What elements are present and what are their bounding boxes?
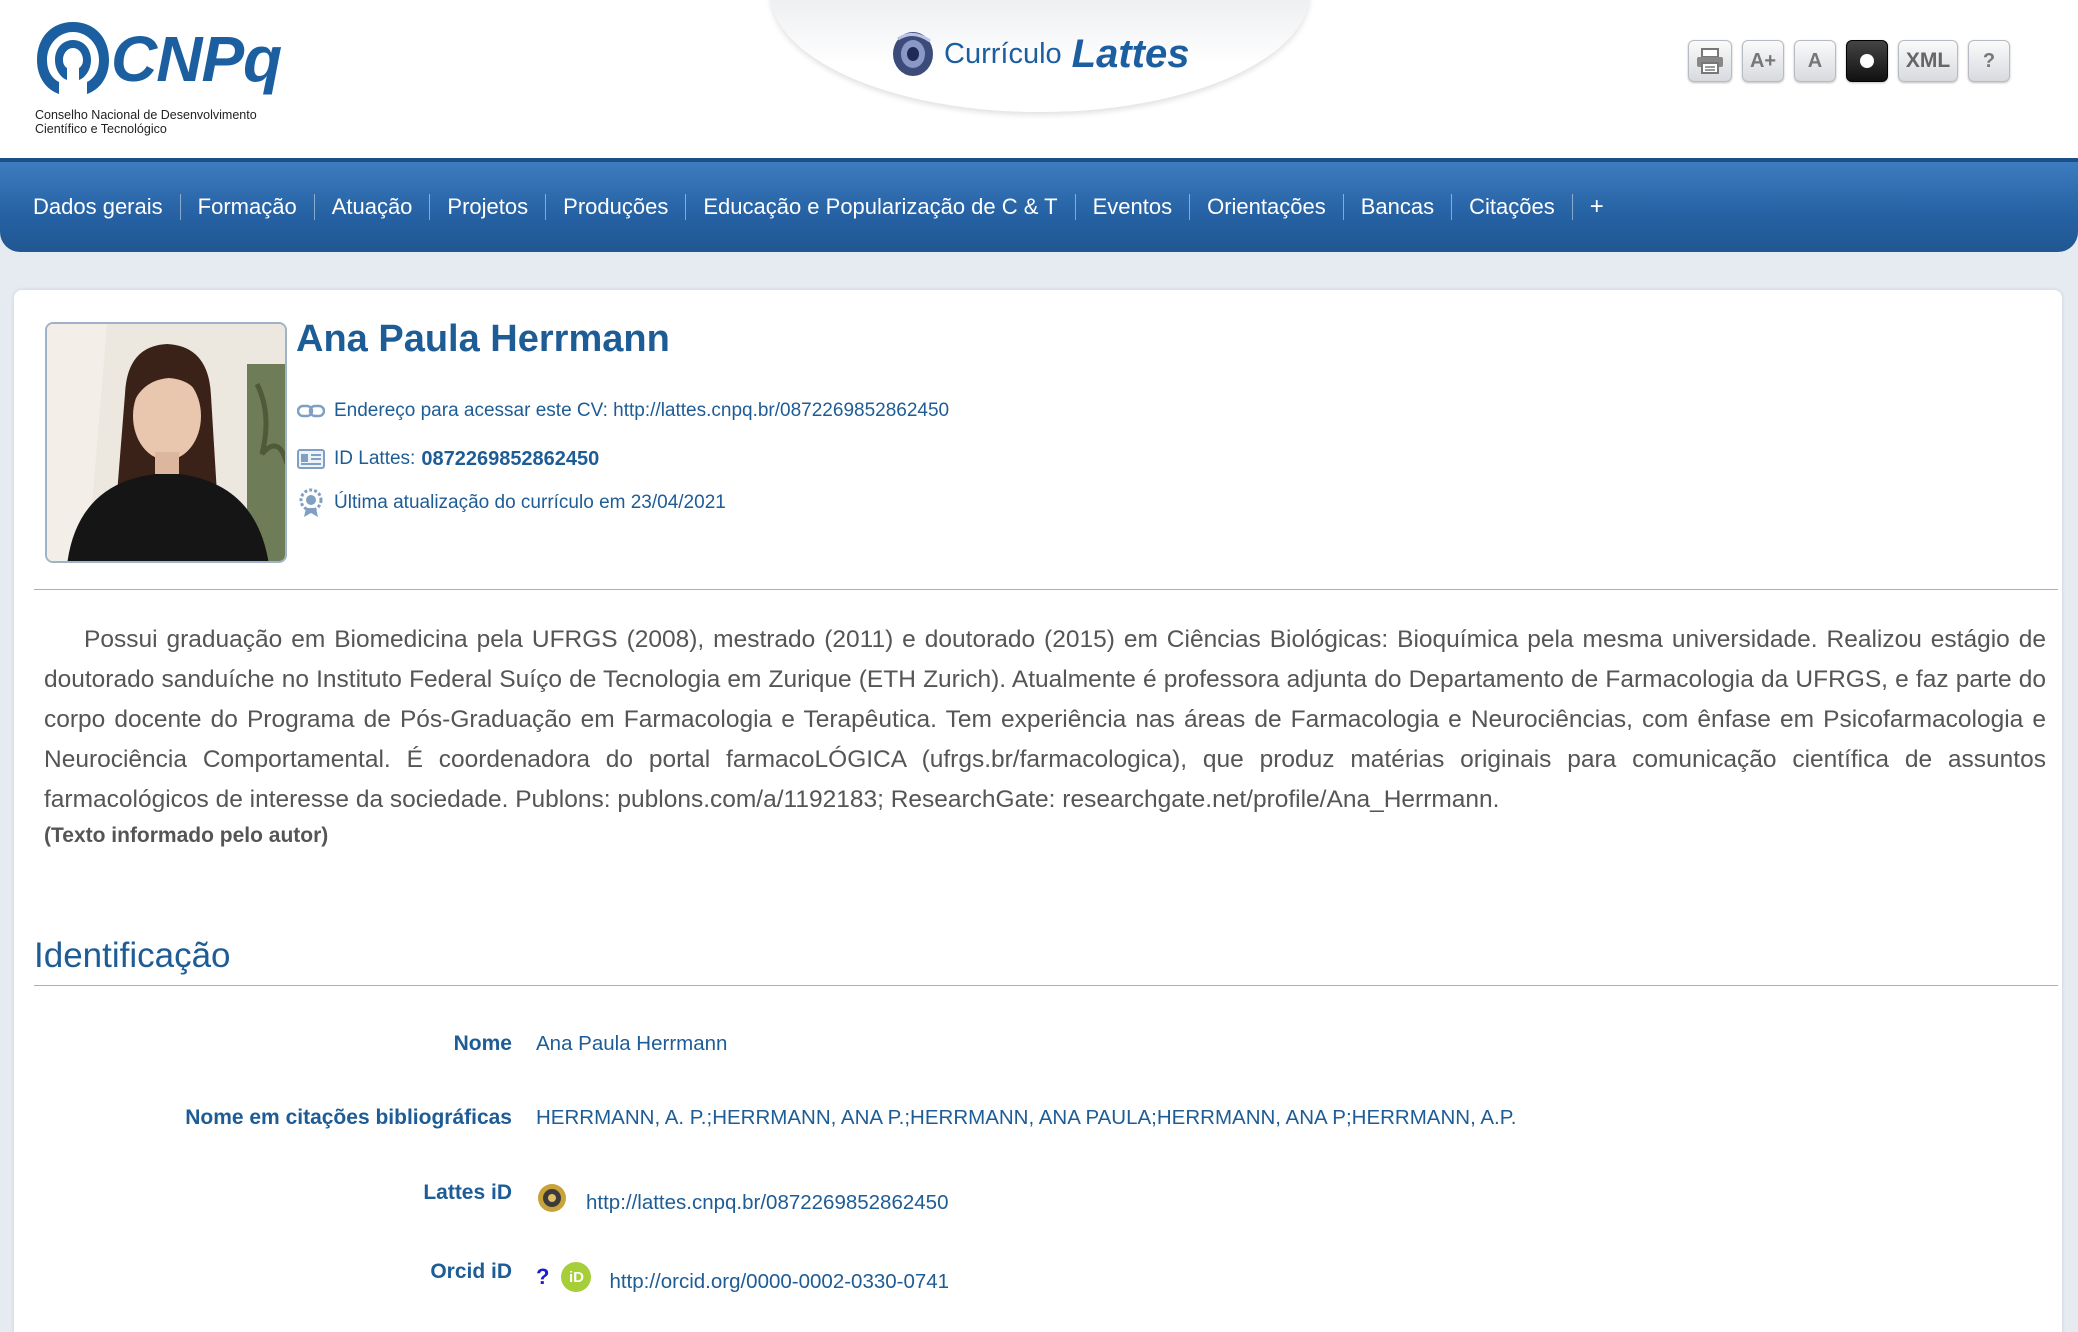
- id-lattes-value: 0872269852862450: [421, 447, 600, 470]
- id-lattes-line: [296, 446, 599, 472]
- toolbar: [1688, 40, 2010, 82]
- lattes-word: Lattes: [1071, 31, 1190, 76]
- section-title-identificacao: Identificação: [34, 936, 231, 975]
- nav-item-eventos[interactable]: Eventos: [1076, 194, 1191, 220]
- nav-item-projetos[interactable]: Projetos: [430, 194, 546, 220]
- curriculo-lattes-brand[interactable]: [890, 24, 1189, 84]
- nav-item-bancas[interactable]: Bancas: [1344, 194, 1452, 220]
- lattes-logo-icon: [890, 29, 936, 79]
- last-update-line: [296, 490, 726, 516]
- cnpq-emblem-icon: [33, 18, 113, 98]
- help-button[interactable]: ?: [1968, 40, 2010, 82]
- cv-address-line: [296, 398, 949, 424]
- contrast-button[interactable]: [1846, 40, 1888, 82]
- identificacao-row-lattes-id: [14, 1175, 2062, 1215]
- cnpq-subtitle-line1: Conselho Nacional de Desenvolvimento: [35, 108, 257, 122]
- print-button[interactable]: [1688, 40, 1732, 82]
- profile-photo-image: [47, 324, 287, 563]
- main-navigation: [0, 158, 2078, 252]
- cnpq-wordmark: CNPq: [111, 23, 282, 95]
- page-header: [0, 0, 2078, 158]
- nome-value: Ana Paula Herrmann: [536, 1032, 728, 1055]
- lattes-id-link[interactable]: http://lattes.cnpq.br/0872269852862450: [586, 1191, 949, 1214]
- id-card-icon: [296, 446, 326, 472]
- lattes-id-value-wrap: [536, 1181, 948, 1215]
- nav-item-formacao[interactable]: Formação: [181, 194, 315, 220]
- curriculum-panel: [14, 290, 2062, 1332]
- citacoes-label: Nome em citações bibliográficas: [185, 1106, 512, 1129]
- orcid-icon: iD: [561, 1262, 591, 1292]
- section-divider: [34, 985, 2058, 986]
- lattes-id-icon: [536, 1182, 568, 1214]
- citacoes-value: HERRMANN, A. P.;HERRMANN, ANA P.;HERRMANN, ANA PAULA;HERRMANN, ANA P;HERRMANN, A.P.: [536, 1106, 1517, 1129]
- curriculo-word: Currículo: [944, 37, 1062, 70]
- decrease-font-button[interactable]: A: [1794, 40, 1836, 82]
- update-badge-icon: [296, 490, 326, 516]
- nav-item-dados-gerais[interactable]: Dados gerais: [16, 194, 181, 220]
- nav-item-educacao[interactable]: Educação e Popularização de C & T: [686, 194, 1075, 220]
- cnpq-logo[interactable]: [33, 18, 293, 142]
- nav-item-atuacao[interactable]: Atuação: [315, 194, 431, 220]
- link-icon: [296, 398, 326, 424]
- identificacao-row-citacoes: [14, 1100, 2062, 1140]
- nome-label: Nome: [453, 1032, 512, 1055]
- lattes-id-label: Lattes iD: [423, 1181, 512, 1204]
- contrast-icon: [1860, 54, 1874, 68]
- identificacao-row-nome: [14, 1026, 2062, 1066]
- profile-photo: [45, 322, 287, 563]
- nav-item-producoes[interactable]: Produções: [546, 194, 686, 220]
- print-icon: [1695, 48, 1725, 74]
- resumo-text: Possui graduação em Biomedicina pela UFRGS (2008), mestrado (2011) e doutorado (2015) em Ciências Biológicas: Bioquímica pela mesma universidade. Realizou estágio de doutorado sanduíche no Instituto Federal Suíço de Tecnologia em Zurique (ETH Zurich). Atualmente é professora adjunta do Departamento de Farmacologia da UFRGS, e faz parte do corpo docente do Programa de Pós-Graduação em Farmacologia e Terapêutica. Tem experiência nas áreas de Farmacologia e Neurociências, com ênfase em Psicofarmacologia e Neurociência Comportamental. É coordenadora do portal farmacoLÓGICA (ufrgs.br/farmacologica), que produz matérias originais para comunicação científica de assuntos farmacológicos de interesse da sociedade. Publons: publons.com/a/1192183; ResearchGate: researchgate.net/profile/Ana_Herrmann.: [44, 626, 2046, 813]
- identificacao-row-orcid: [14, 1254, 2062, 1294]
- researcher-name: Ana Paula Herrmann: [296, 318, 670, 360]
- orcid-help-button[interactable]: ?: [536, 1264, 550, 1289]
- cnpq-subtitle-line2: Científico e Tecnológico: [35, 122, 167, 136]
- cv-address-text[interactable]: Endereço para acessar este CV: http://lattes.cnpq.br/0872269852862450: [334, 400, 950, 421]
- orcid-label: Orcid iD: [430, 1260, 512, 1283]
- id-lattes-label: ID Lattes:: [334, 448, 416, 469]
- orcid-link[interactable]: http://orcid.org/0000-0002-0330-0741: [609, 1270, 950, 1293]
- orcid-value-wrap: [536, 1260, 949, 1294]
- nav-item-more[interactable]: +: [1589, 193, 1604, 220]
- last-update-text: Última atualização do currículo em 23/04/2021: [334, 492, 726, 513]
- xml-button[interactable]: XML: [1898, 40, 1958, 82]
- header-divider: [34, 589, 2058, 590]
- increase-font-button[interactable]: A+: [1742, 40, 1784, 82]
- nav-item-orientacoes[interactable]: Orientações: [1190, 194, 1344, 220]
- cnpq-subtitle: [35, 108, 295, 136]
- nav-item-citacoes[interactable]: Citações: [1452, 194, 1573, 220]
- resumo-author-note: (Texto informado pelo autor): [44, 824, 329, 847]
